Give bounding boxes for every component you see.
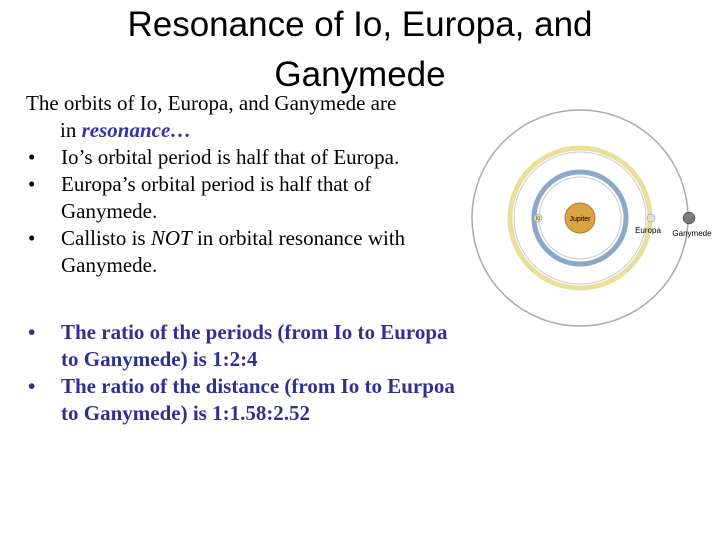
intro-line-1: The orbits of Io, Europa, and Ganymede are xyxy=(26,91,397,115)
jupiter-label: Jupiter xyxy=(569,216,591,223)
ratio-bullet-list xyxy=(26,319,466,427)
io-label: Io xyxy=(535,216,541,222)
intro-line-2 xyxy=(26,117,466,144)
europa-label: Europa xyxy=(635,226,661,235)
intro-text xyxy=(26,90,466,144)
resonance-emphasis: resonance… xyxy=(81,118,192,142)
ganymede-moon xyxy=(683,212,695,224)
bullet-europa: • Europa’s orbital period is half that of Ganymede. xyxy=(26,171,466,225)
bullet-period-ratio: • The ratio of the periods (from Io to Europa to Ganymede) is 1:2:4 xyxy=(26,319,466,373)
callisto-not: NOT xyxy=(150,226,192,250)
callisto-prefix: Callisto is xyxy=(61,226,151,250)
slide-title: Resonance of Io, Europa, and Ganymede xyxy=(127,5,593,94)
bullet-io: • Io’s orbital period is half that of Europa. xyxy=(26,144,466,171)
europa-moon xyxy=(647,214,655,222)
intro-in: in xyxy=(60,118,82,142)
orbit-diagram xyxy=(462,90,720,330)
bullet-callisto xyxy=(26,225,466,279)
ganymede-label: Ganymede xyxy=(672,229,712,238)
bullet-distance-ratio: • The ratio of the distance (from Io to Eurpoa to Ganymede) is 1:1.58:2.52 xyxy=(26,373,466,427)
callisto-suffix: in orbital resonance with Ganymede. xyxy=(61,226,406,277)
resonance-bullet-list xyxy=(26,144,466,279)
